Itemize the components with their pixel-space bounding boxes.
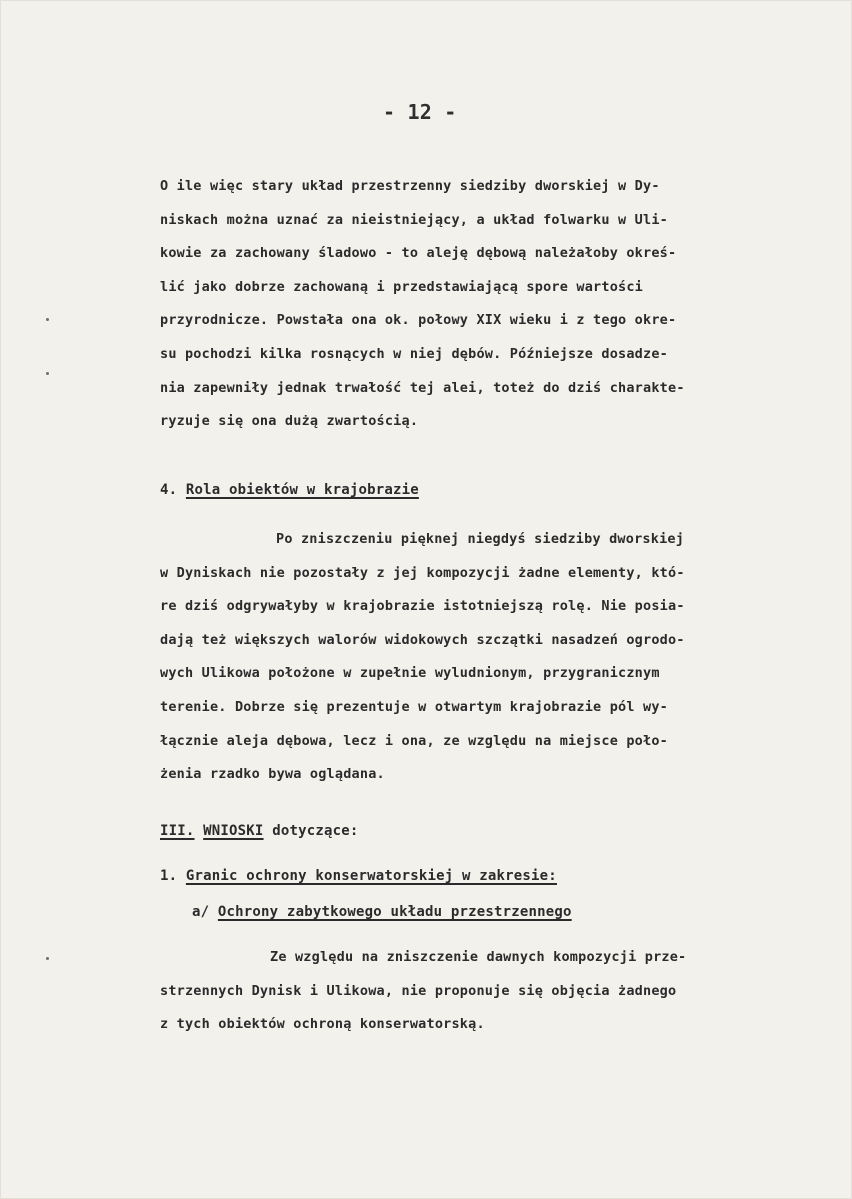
paragraph-line: ryzuje się ona dużą zwartością.	[160, 413, 419, 430]
paragraph-line: przyrodnicze. Powstała ona ok. połowy XIX wieku i z tego okre-	[160, 312, 677, 329]
paragraph-line: dają też większych walorów widokowych szczątki nasadzeń ogrodo-	[160, 631, 685, 648]
paragraph-line: niskach można uznać za nieistniejący, a układ folwarku w Uli-	[160, 211, 668, 228]
subsection-a-label: a/	[192, 904, 210, 920]
paragraph-line: O ile więc stary układ przestrzenny siedziby dworskiej w Dy-	[160, 178, 660, 194]
section-III-title: WNIOSKI	[203, 823, 264, 839]
section-4-title: Rola obiektów w krajobrazie	[185, 482, 419, 498]
paragraph-line: lić jako dobrze zachowaną i przedstawiającą spore wartości	[160, 278, 644, 295]
paragraph-1	[160, 170, 685, 439]
section-III-suffix: dotyczące:	[272, 823, 359, 839]
paragraph-line: Po zniszczeniu pięknej niegdyś siedziby dworskiej	[276, 531, 685, 547]
margin-speck	[46, 372, 49, 375]
subsection-a-heading	[192, 900, 572, 924]
paragraph-line: terenie. Dobrze się prezentuje w otwartym krajobrazie pól wy-	[160, 698, 668, 715]
section-III-numeral: III.	[160, 823, 195, 839]
subsection-1-number: 1.	[160, 868, 178, 884]
page-number: - 12 -	[383, 100, 457, 124]
margin-speck	[46, 957, 49, 960]
paragraph-line: re dziś odgrywałyby w krajobrazie istotniejszą rolę. Nie posia-	[160, 598, 685, 615]
paragraph-line: żenia rzadko bywa oglądana.	[160, 766, 385, 783]
section-III-heading	[160, 819, 359, 843]
margin-speck	[46, 318, 49, 321]
paragraph-line: kowie za zachowany śladowo - to aleję dębową należałoby okreś-	[160, 245, 677, 262]
subsection-a-title: Ochrony zabytkowego układu przestrzennego	[217, 904, 572, 920]
subsection-1-title: Granic ochrony konserwatorskiej w zakresie:	[185, 868, 557, 884]
subsection-a-body	[160, 941, 686, 1042]
paragraph-line: wych Ulikowa położone w zupełnie wyludnionym, przygranicznym	[160, 665, 660, 682]
paragraph-line: strzennych Dynisk i Ulikowa, nie proponuje się objęcia żadnego	[160, 982, 677, 999]
section-4-number: 4.	[160, 482, 178, 498]
paragraph-line: Ze względu na zniszczenie dawnych kompozycji prze-	[270, 949, 687, 965]
subsection-1-heading	[160, 864, 557, 888]
paragraph-line: su pochodzi kilka rosnących w niej dębów. Późniejsze dosadze-	[160, 345, 668, 362]
paragraph-line: w Dyniskach nie pozostały z jej kompozycji żadne elementy, któ-	[160, 564, 685, 581]
paragraph-line: z tych obiektów ochroną konserwatorską.	[160, 1016, 485, 1033]
section-4-heading	[160, 478, 419, 502]
paragraph-line: łącznie aleja dębowa, lecz i ona, ze względu na miejsce poło-	[160, 732, 668, 749]
section-4-body	[160, 523, 685, 792]
paragraph-line: nia zapewniły jednak trwałość tej alei, toteż do dziś charakte-	[160, 379, 685, 396]
